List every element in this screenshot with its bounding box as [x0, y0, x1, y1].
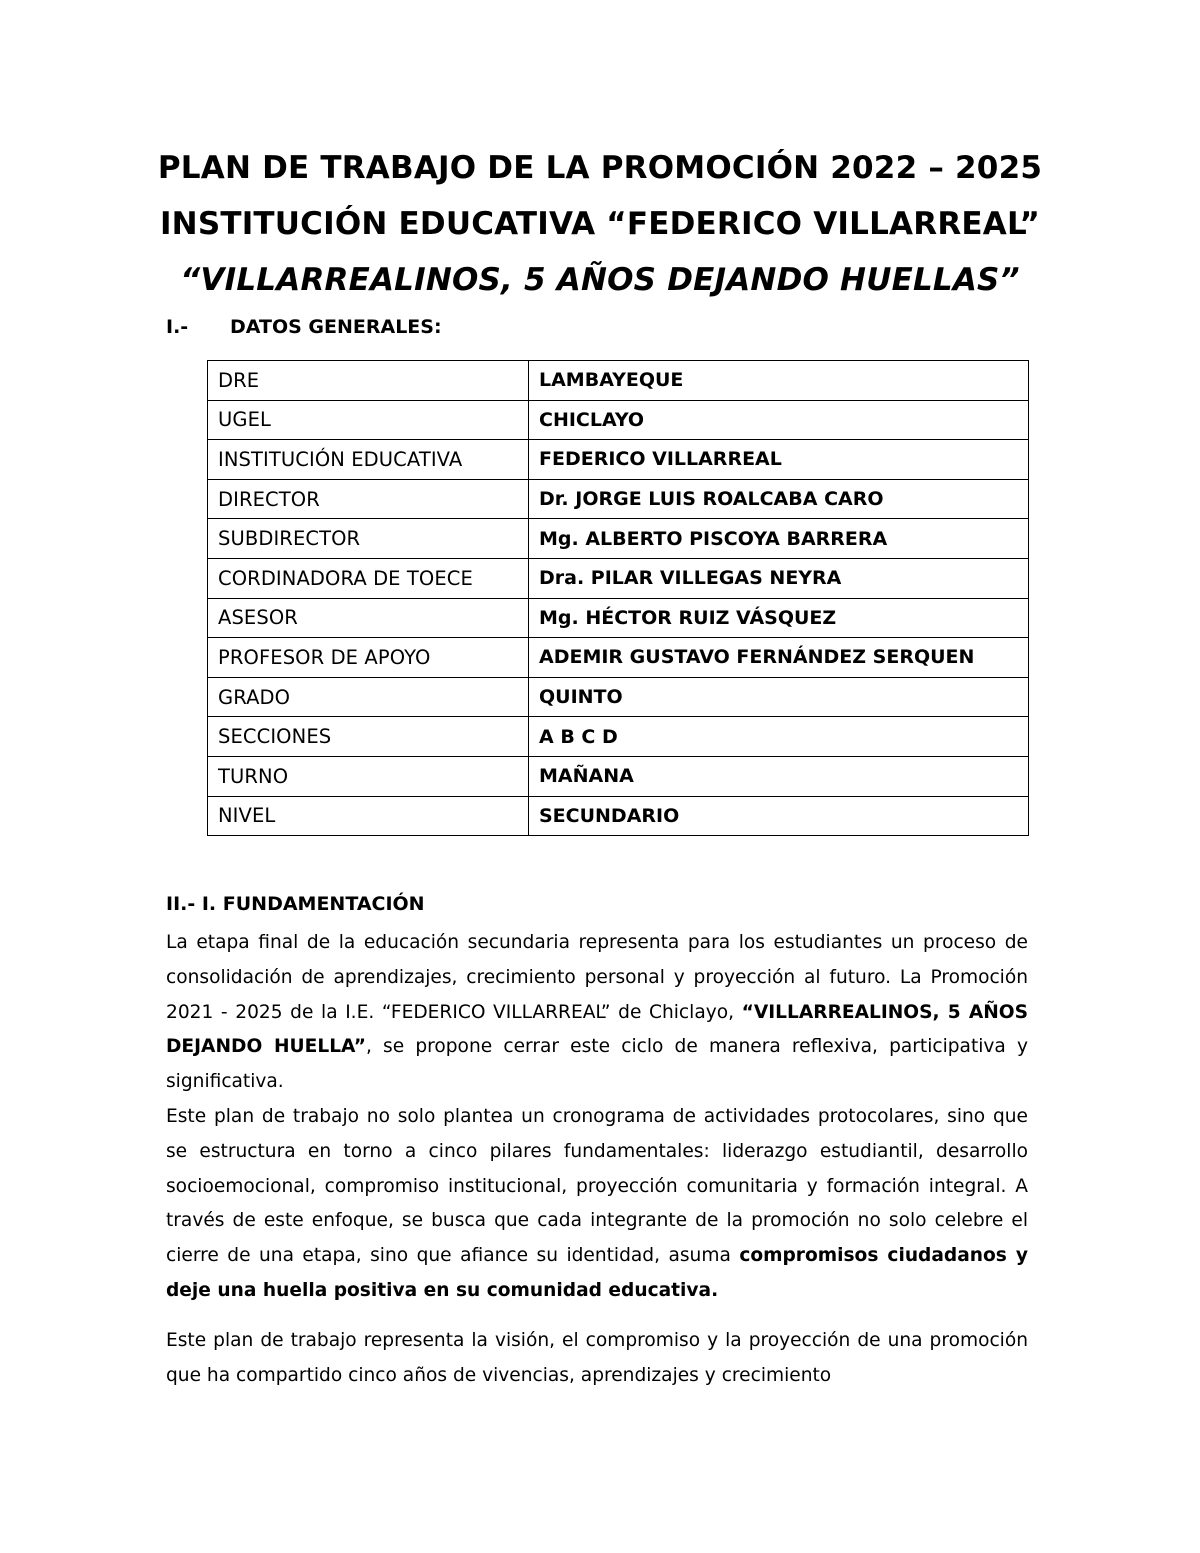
paragraph-plan: [166, 1100, 1028, 1309]
table-row: [208, 677, 1029, 717]
paragraph-text: La etapa final de la educación secundaria representa para los estudiantes un proceso de consolidación de aprendizajes, crecimiento personal y proyección al futuro. La Promoción 2021 - 2025 de la I.E. “FEDERICO VILLARREAL” de Chiclayo,: [166, 932, 1028, 1023]
table-row: [208, 361, 1029, 401]
paragraph-vision: Este plan de trabajo representa la visión, el compromiso y la proyección de una promoción que ha compartido cinco años de vivencias, aprendizajes y crecimiento: [166, 1330, 1028, 1386]
row-value: MAÑANA: [529, 756, 1029, 796]
row-value: Mg. ALBERTO PISCOYA BARRERA: [529, 519, 1029, 559]
table-row: [208, 558, 1029, 598]
promotion-name-bold: “VILLARREALINOS, 5 AÑOS DEJANDO HUELLA”: [166, 1001, 1029, 1058]
commitment-bold: compromisos ciudadanos y deje una huella positiva en su comunidad educativa.: [166, 1245, 1028, 1301]
table-row: [208, 756, 1029, 796]
row-label: UGEL: [208, 400, 529, 440]
table-row: [208, 440, 1029, 480]
table-row: [208, 796, 1029, 836]
row-value: Mg. HÉCTOR RUIZ VÁSQUEZ: [529, 598, 1029, 638]
table-row: [208, 638, 1029, 678]
row-value: Dr. JORGE LUIS ROALCABA CARO: [529, 479, 1029, 519]
paragraph-intro: [166, 926, 1028, 1100]
row-label: SUBDIRECTOR: [208, 519, 529, 559]
row-label: NIVEL: [208, 796, 529, 836]
title-line-institution: INSTITUCIÓN EDUCATIVA “FEDERICO VILLARREAL”: [159, 206, 1041, 242]
paragraph-text: , se propone cerrar este ciclo de manera reflexiva, participativa y significativa.: [166, 1036, 1028, 1093]
row-label: INSTITUCIÓN EDUCATIVA: [208, 440, 529, 480]
title-line-plan: PLAN DE TRABAJO DE LA PROMOCIÓN 2022 – 2025: [157, 150, 1043, 186]
title-line-slogan: “VILLARREALINOS, 5 AÑOS DEJANDO HUELLAS”: [180, 262, 1020, 298]
row-value: FEDERICO VILLARREAL: [529, 440, 1029, 480]
table-row: [208, 598, 1029, 638]
row-label: SECCIONES: [208, 717, 529, 757]
table-row: [208, 479, 1029, 519]
section-number: I.-: [166, 316, 189, 338]
row-label: PROFESOR DE APOYO: [208, 638, 529, 678]
row-value: QUINTO: [529, 677, 1029, 717]
row-label: ASESOR: [208, 598, 529, 638]
row-value: CHICLAYO: [529, 400, 1029, 440]
row-label: CORDINADORA DE TOECE: [208, 558, 529, 598]
row-label: TURNO: [208, 756, 529, 796]
row-value: LAMBAYEQUE: [529, 361, 1029, 401]
document-title: [0, 140, 1200, 308]
row-label: DIRECTOR: [208, 479, 529, 519]
datos-generales-table: [207, 360, 1029, 836]
section-title: DATOS GENERALES:: [230, 316, 442, 338]
table-row: [208, 400, 1029, 440]
row-value: ADEMIR GUSTAVO FERNÁNDEZ SERQUEN: [529, 638, 1029, 678]
table-row: [208, 519, 1029, 559]
row-value: SECUNDARIO: [529, 796, 1029, 836]
section-heading-datos-generales: [166, 316, 442, 338]
table-row: [208, 717, 1029, 757]
row-value: A B C D: [529, 717, 1029, 757]
row-value: Dra. PILAR VILLEGAS NEYRA: [529, 558, 1029, 598]
row-label: GRADO: [208, 677, 529, 717]
section-heading-fundamentacion: II.- I. FUNDAMENTACIÓN: [166, 893, 425, 915]
paragraph-text: Este plan de trabajo no solo plantea un cronograma de actividades protocolares, sino que se estructura en torno a cinco pilares fundamentales: liderazgo estudiantil, desarrollo socioemocional, compromiso institucional, proyección comunitaria y formación integral. A través de este enfoque, se busca que cada integrante de la promoción no solo celebre el cierre de una etapa, sino que afiance su identidad, asuma: [166, 1106, 1028, 1267]
row-label: DRE: [208, 361, 529, 401]
